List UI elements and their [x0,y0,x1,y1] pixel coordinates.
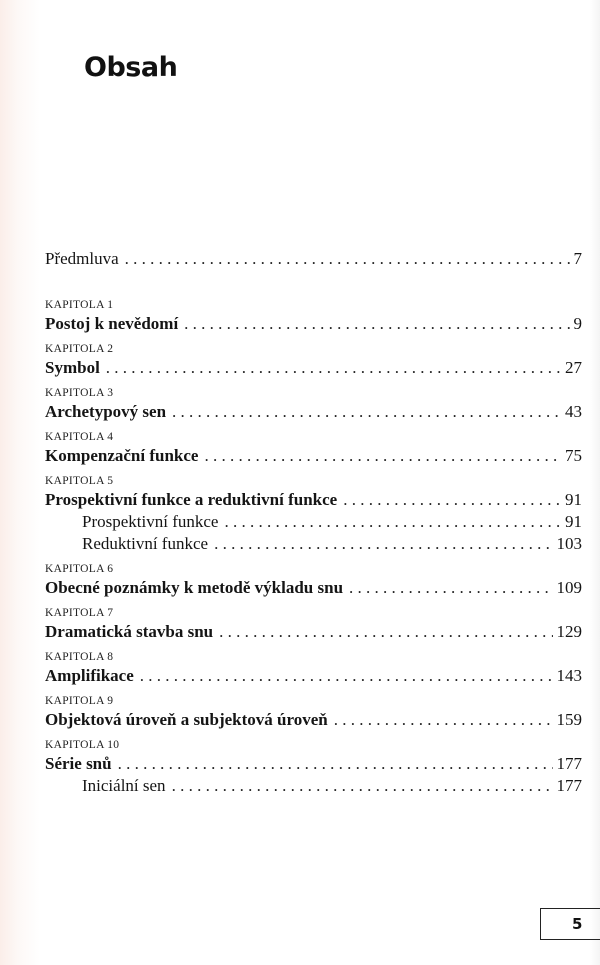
dot-leader [343,489,561,511]
chapter-number-label: KAPITOLA 8 [45,651,114,663]
toc-entry-page: 129 [556,622,582,641]
toc-entry-section[interactable] [82,511,582,533]
chapter-block [45,429,582,467]
toc-entry-label: Reduktivní funkce [82,534,209,553]
chapter-number-label: KAPITOLA 1 [45,299,114,311]
chapter-block [45,297,582,335]
toc-entry-chapter[interactable] [45,753,582,775]
chapter-block [45,473,582,555]
toc-entry-chapter[interactable] [45,357,582,379]
toc-entry-chapter[interactable] [45,313,582,335]
toc-entry-page: 91 [565,512,582,531]
toc-entry-section[interactable] [82,533,582,555]
chapter-number-label: KAPITOLA 10 [45,739,120,751]
toc-entry-label: Předmluva [45,249,119,268]
toc-entry-page: 27 [565,358,582,377]
toc-entry-label: Objektová úroveň a subjektová úroveň [45,710,328,729]
toc-entry-chapter[interactable] [45,621,582,643]
dot-leader [334,709,553,731]
dot-leader [219,621,552,643]
dot-leader [172,775,553,797]
toc-entry-label: Iniciální sen [82,776,166,795]
page-title: Obsah [84,52,178,83]
toc-entry-page: 109 [556,578,582,597]
toc-entry-label: Archetypový sen [45,402,167,421]
toc-entry-label: Prospektivní funkce a reduktivní funkce [45,490,338,509]
toc-entry-label: Kompenzační funkce [45,446,199,465]
chapter-number-label: KAPITOLA 2 [45,343,114,355]
dot-leader [118,753,553,775]
chapter-number-label: KAPITOLA 5 [45,475,114,487]
chapter-number-label: KAPITOLA 3 [45,387,114,399]
toc-entry-chapter[interactable] [45,445,582,467]
table-of-contents [45,248,582,797]
toc-entry-page: 75 [565,446,582,465]
toc-entry-label: Série snů [45,754,112,773]
dot-leader [214,533,552,555]
toc-entry-page: 143 [556,666,582,685]
toc-entry-section[interactable] [82,775,582,797]
toc-entry-chapter[interactable] [45,665,582,687]
dot-leader [140,665,553,687]
toc-entry-page: 91 [565,490,582,509]
dot-leader [184,313,569,335]
chapter-list [45,297,582,797]
toc-entry-page: 9 [573,314,582,333]
toc-entry-chapter[interactable] [45,709,582,731]
dot-leader [224,511,561,533]
chapter-number-label: KAPITOLA 7 [45,607,114,619]
chapter-block [45,649,582,687]
chapter-block [45,693,582,731]
toc-entry-page: 43 [565,402,582,421]
toc-entry-page: 177 [556,754,582,773]
dot-leader [106,357,561,379]
chapter-number-label: KAPITOLA 4 [45,431,114,443]
chapter-number-label: KAPITOLA 6 [45,563,114,575]
chapter-block [45,341,582,379]
toc-entry-chapter[interactable] [45,489,582,511]
toc-entry-label: Dramatická stavba snu [45,622,214,641]
dot-leader [172,401,561,423]
toc-entry-chapter[interactable] [45,577,582,599]
dot-leader [204,445,561,467]
toc-entry-label: Amplifikace [45,666,134,685]
toc-entry-chapter[interactable] [45,401,582,423]
toc-entry-preface[interactable] [45,248,582,270]
toc-entry-page: 159 [556,710,582,729]
chapter-block [45,561,582,599]
toc-entry-page: 7 [573,249,582,268]
dot-leader [349,577,552,599]
chapter-block [45,385,582,423]
toc-entry-label: Obecné poznámky k metodě výkladu snu [45,578,344,597]
chapter-block [45,737,582,797]
chapter-number-label: KAPITOLA 9 [45,695,114,707]
toc-entry-page: 177 [556,776,582,795]
toc-entry-label: Symbol [45,358,100,377]
dot-leader [125,248,570,270]
page-number: 5 [540,908,600,940]
chapter-block [45,605,582,643]
toc-entry-page: 103 [556,534,582,553]
toc-entry-label: Postoj k nevědomí [45,314,179,333]
toc-entry-label: Prospektivní funkce [82,512,219,531]
